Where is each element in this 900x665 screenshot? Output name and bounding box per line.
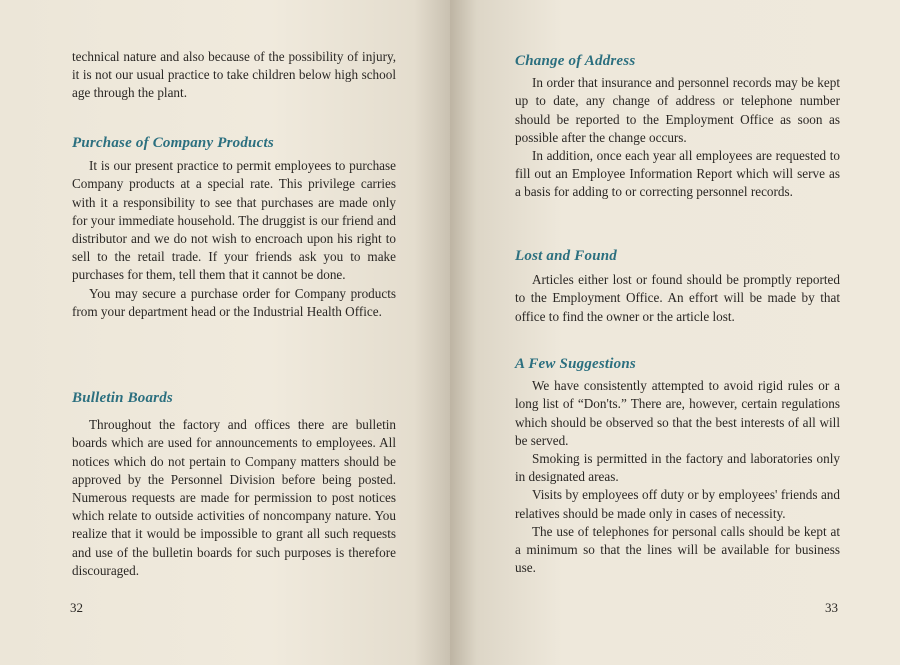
continuation-paragraph: technical nature and also because of the possibility of injury, it is not our usual practice to take children below high school age through the plant. — [72, 49, 396, 101]
section-heading: Change of Address — [515, 53, 636, 69]
body-paragraph: We have consistently attempted to avoid rigid rules or a long list of “Don'ts.” There are, however, certain regulations which should be observed so that the best interests of all will be served. — [515, 378, 840, 448]
section-bulletin-boards — [72, 389, 396, 580]
section-heading: Bulletin Boards — [72, 390, 173, 406]
body-paragraph: The use of telephones for personal calls should be kept at a minimum so that the lines will be available for business use. — [515, 523, 840, 576]
section-purchase-company-products — [72, 134, 396, 321]
section-change-of-address — [515, 52, 840, 202]
body-paragraph: You may secure a purchase order for Company products from your department head or the Industrial Health Office. — [72, 285, 396, 319]
body-paragraph: Articles either lost or found should be promptly reported to the Employment Office. An effort will be made by that office to find the owner or the article lost. — [515, 272, 840, 324]
section-a-few-suggestions — [515, 355, 840, 577]
body-paragraph: In order that insurance and personnel records may be kept up to date, any change of address or telephone number should be reported to the Employment Office as soon as possible after the change occurs. — [515, 75, 840, 145]
right-page — [450, 0, 900, 665]
section-heading: Lost and Found — [515, 248, 617, 264]
section-lost-and-found — [515, 247, 840, 326]
left-continuation-block — [72, 48, 396, 103]
body-paragraph: It is our present practice to permit employees to purchase Company products at a special rate. This privilege carries with it a responsibility to see that purchases are made only for your immediate household. The druggist is our friend and distributor and we do not wish to encroach upon his right to sell to the retail trade. If your friends ask you to make purchases for them, tell them that it cannot be done. — [72, 158, 396, 283]
section-heading: Purchase of Company Products — [72, 135, 274, 151]
section-heading: A Few Suggestions — [515, 356, 636, 372]
body-paragraph: In addition, once each year all employees are requested to fill out an Employee Information Report which will serve as a basis for adding to or correcting personnel records. — [515, 148, 840, 200]
body-paragraph: Smoking is permitted in the factory and laboratories only in designated areas. — [515, 451, 840, 485]
page-number: 33 — [825, 600, 838, 615]
body-paragraph: Visits by employees off duty or by employees' friends and relatives should be made only in cases of necessity. — [515, 487, 840, 521]
page-number: 32 — [70, 600, 83, 615]
body-paragraph: Throughout the factory and offices there are bulletin boards which are used for announcements to employees. All notices which do not pertain to Company matters should be approved by the Personnel Division before being posted. Numerous requests are made for permission to post notices which relate to outside activities of noncompany nature. You realize that it would be impossible to grant all such requests and use of the bulletin boards for such purposes is therefore discouraged. — [72, 417, 396, 578]
